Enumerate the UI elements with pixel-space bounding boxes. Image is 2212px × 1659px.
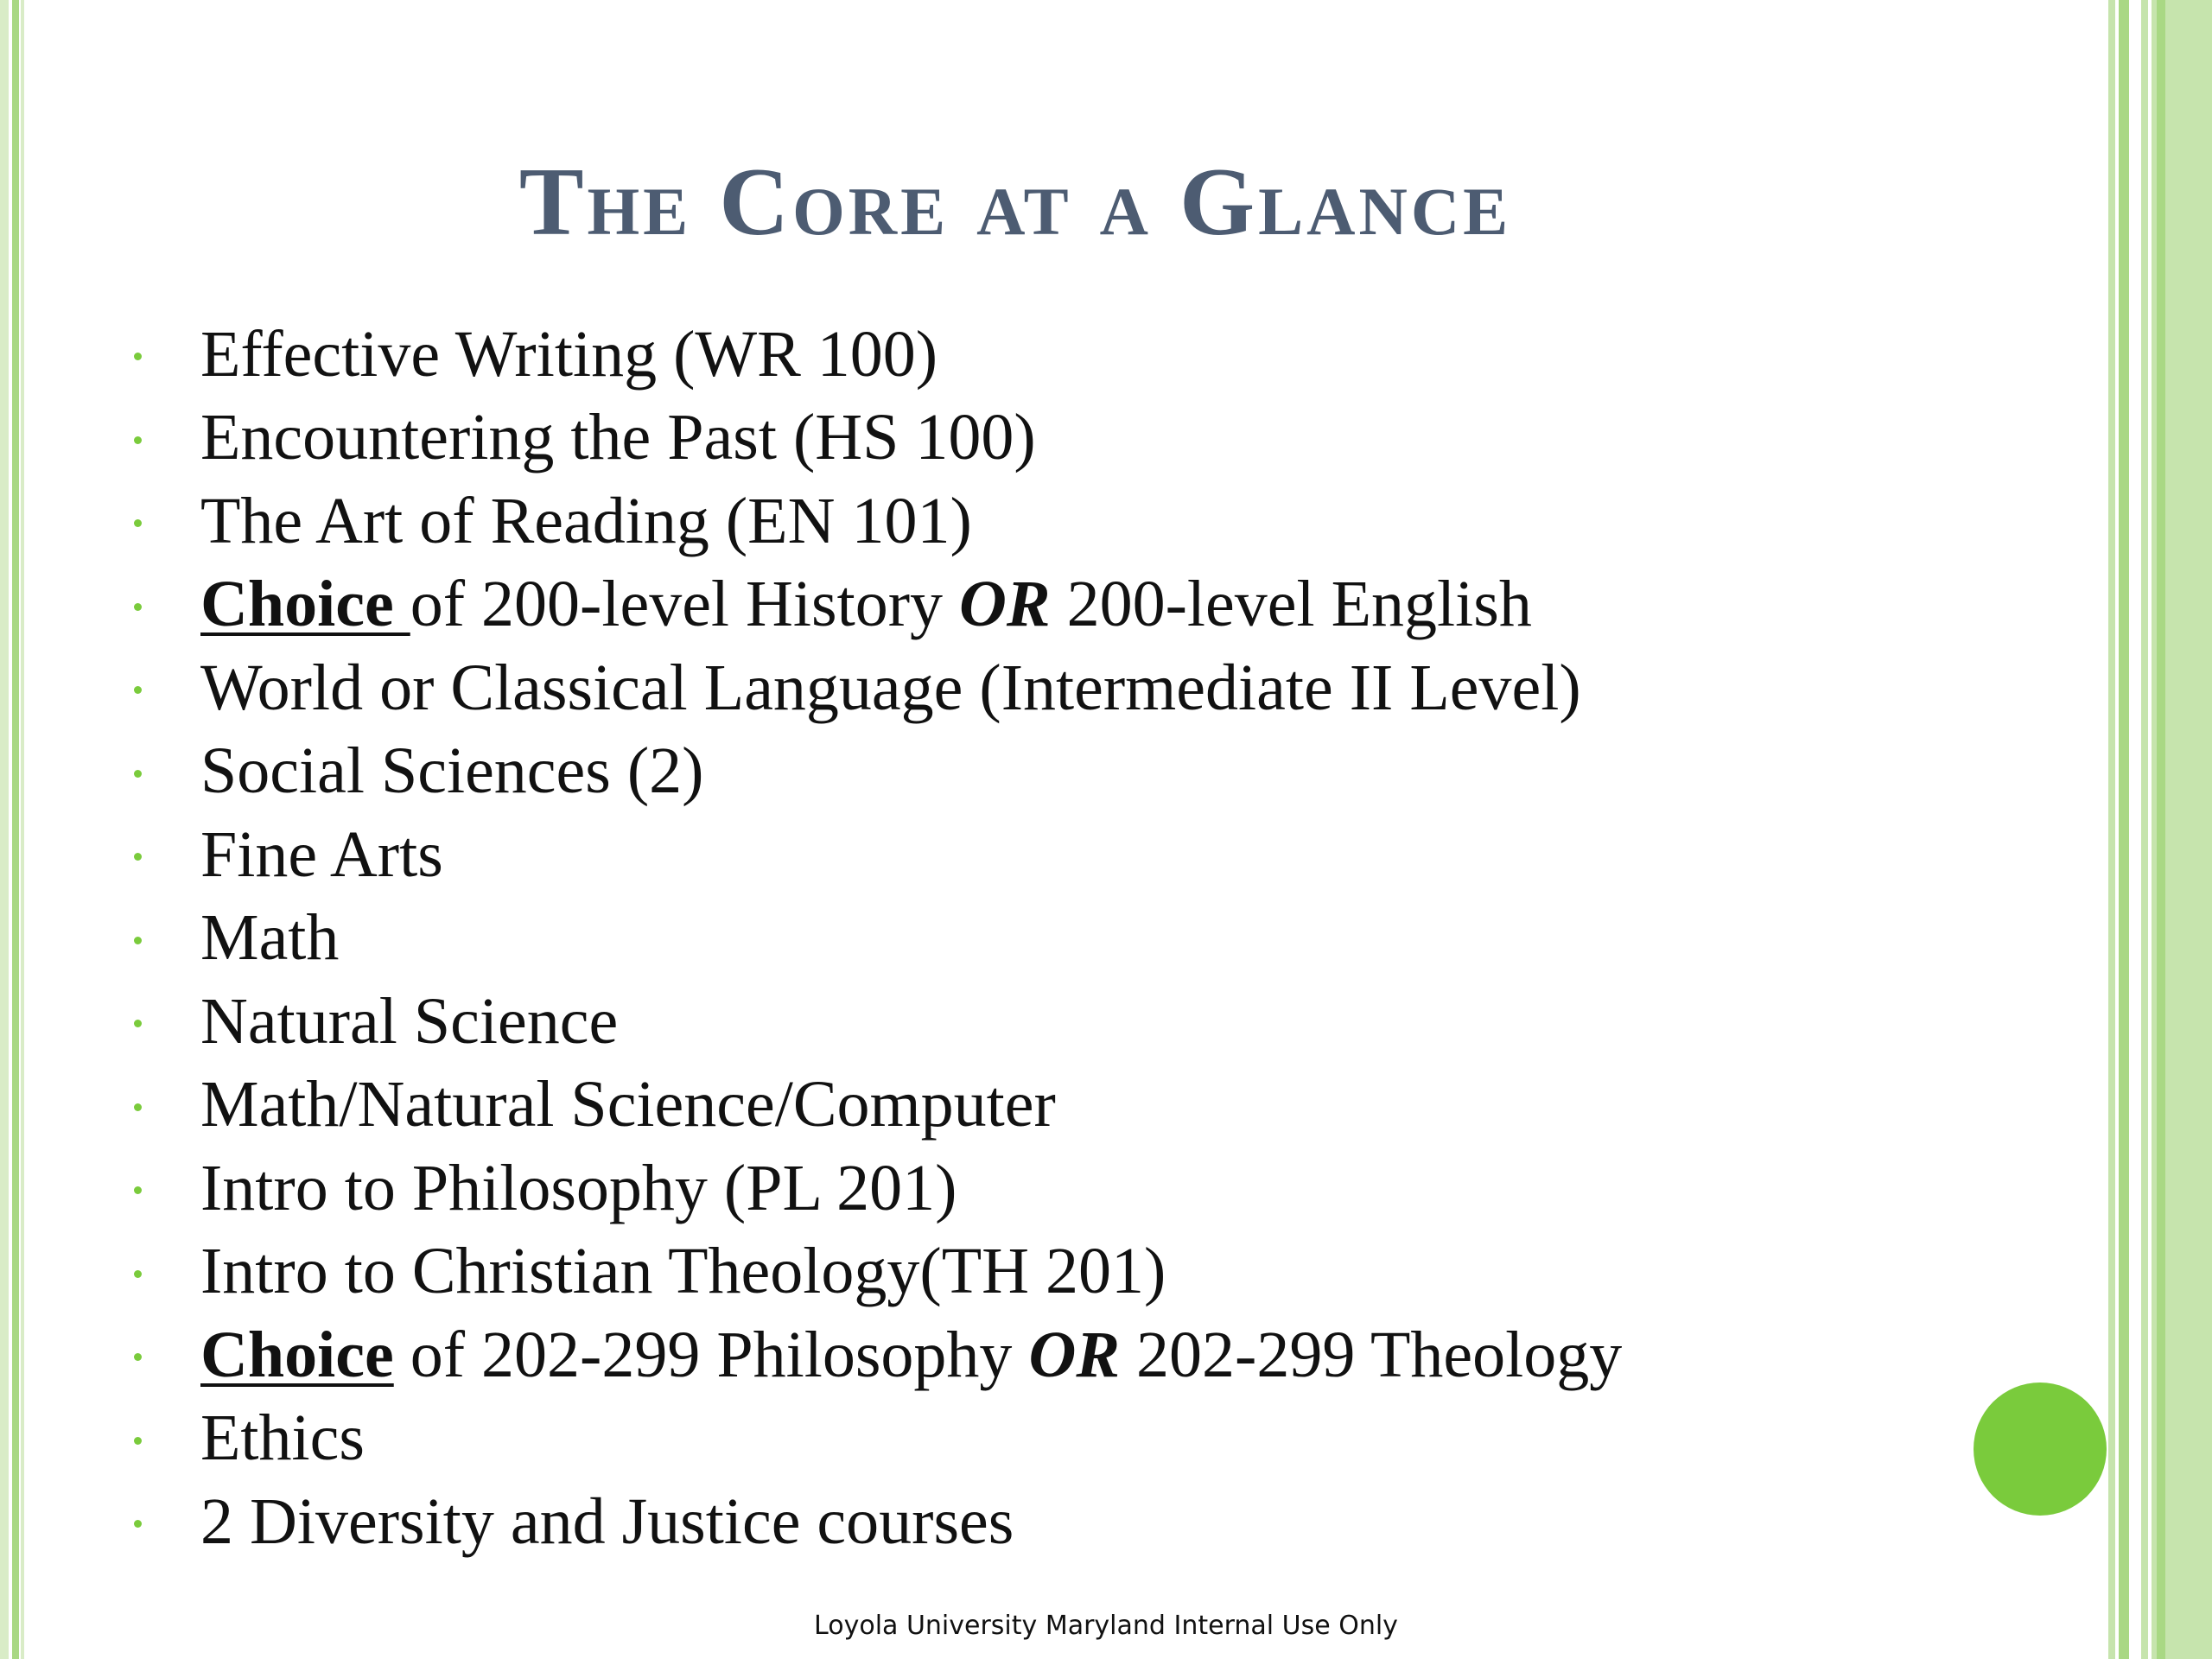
- right-border-strip: [2108, 0, 2212, 1659]
- bullet-dot-icon: [134, 1270, 142, 1278]
- bullet-dot-icon: [134, 1437, 142, 1445]
- slide-footer: Loyola University Maryland Internal Use Only: [814, 1611, 1398, 1641]
- green-circle-decoration: [1974, 1382, 2107, 1516]
- choice-emphasis: Choice: [200, 1318, 394, 1391]
- bullet-dot-icon: [134, 436, 142, 444]
- bullet-dot-icon: [134, 1520, 142, 1528]
- list-item-text: [200, 567, 1532, 642]
- list-item-text: World or Classical Language (Intermediate II Level): [200, 651, 1581, 724]
- list-item-text: Math: [200, 901, 340, 975]
- right-border-line: [2141, 0, 2148, 1659]
- list-item-middle-text: of 200-level History: [410, 568, 960, 641]
- list-item-text: Intro to Philosophy (PL 201): [200, 1151, 957, 1224]
- right-border-line: [2119, 0, 2129, 1659]
- right-border-gap: [2133, 0, 2141, 1659]
- list-item-text: Intro to Christian Theology(TH 201): [200, 1235, 1166, 1308]
- choice-emphasis: Choice: [200, 568, 410, 641]
- list-item-text: Social Sciences (2): [200, 734, 704, 808]
- list-item-middle-text: of 202-299 Philosophy: [393, 1318, 1029, 1391]
- list-item-text: 2 Diversity and Justice courses: [200, 1484, 1014, 1558]
- bullet-dot-icon: [134, 937, 142, 944]
- list-item-text: Effective Writing (WR 100): [200, 317, 938, 391]
- list-item-end-text: 202-299 Theology: [1120, 1318, 1623, 1391]
- list-item-text: Encountering the Past (HS 100): [200, 401, 1036, 474]
- bullet-dot-icon: [134, 770, 142, 778]
- list-item-text: The Art of Reading (EN 101): [200, 484, 972, 557]
- bullet-dot-icon: [134, 603, 142, 611]
- bullet-dot-icon: [134, 1353, 142, 1361]
- list-item-text: Fine Arts: [200, 817, 443, 891]
- right-border-line: [2157, 0, 2165, 1659]
- bullet-dot-icon: [134, 853, 142, 861]
- bullet-dot-icon: [134, 1186, 142, 1194]
- or-emphasis: OR: [959, 568, 1051, 641]
- bullet-dot-icon: [134, 353, 142, 360]
- list-item-text: Natural Science: [200, 984, 619, 1058]
- bullet-dot-icon: [134, 686, 142, 694]
- right-border-line: [2108, 0, 2115, 1659]
- bullet-dot-icon: [134, 519, 142, 527]
- list-item-end-text: 200-level English: [1050, 568, 1532, 641]
- slide-title: The Core at a Glance: [518, 149, 1512, 256]
- bullet-dot-icon: [134, 1103, 142, 1111]
- list-item-text: [200, 1318, 1622, 1393]
- list-item-text: Ethics: [200, 1402, 365, 1475]
- list-item-text: Math/Natural Science/Computer: [200, 1068, 1056, 1141]
- or-emphasis: OR: [1028, 1318, 1121, 1391]
- bullet-dot-icon: [134, 1020, 142, 1027]
